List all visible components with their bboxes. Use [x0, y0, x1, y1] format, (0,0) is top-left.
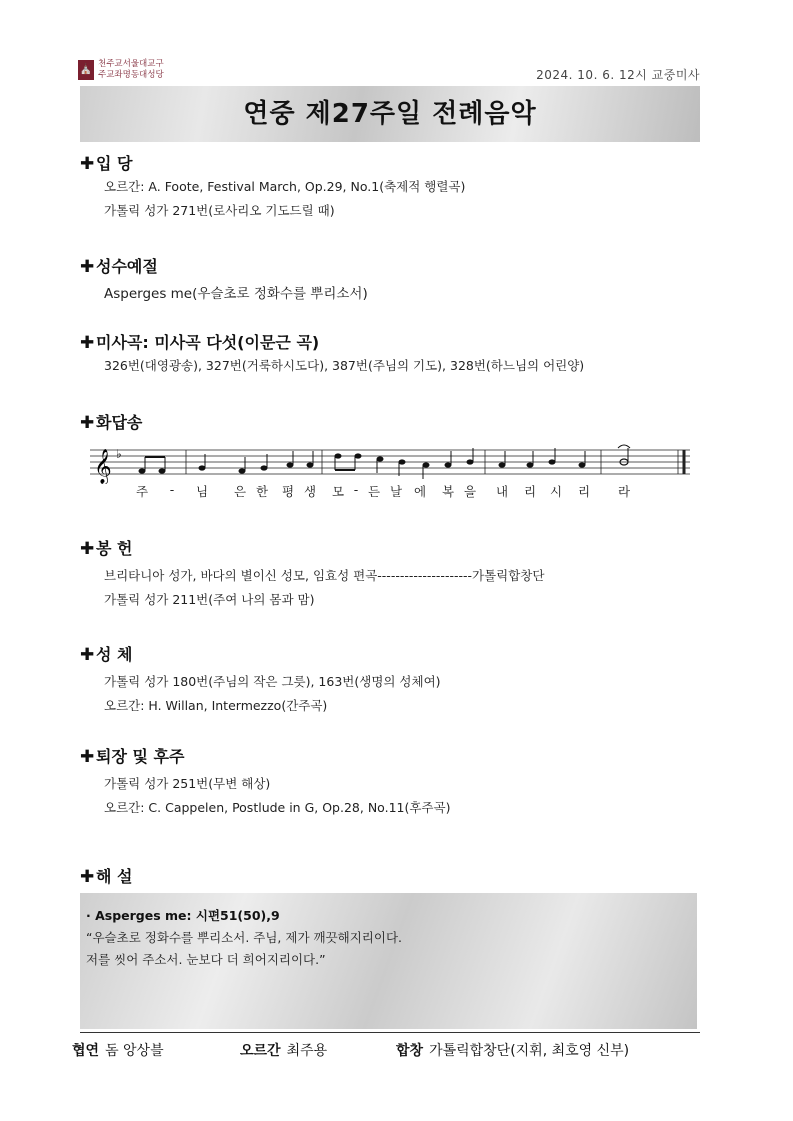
lyric-syllable: 리 [523, 484, 537, 499]
section-heading: ✚ 봉 헌 [80, 539, 133, 559]
credit-label: 합창 [396, 1043, 424, 1059]
communion-line-2: 오르간: H. Willan, Intermezzo(간주곡) [104, 698, 328, 713]
section-offertory [80, 538, 700, 612]
lyric-syllable: 내 [495, 484, 509, 499]
section-heading: ✚ 해 설 [80, 867, 133, 887]
lyric-syllable: 주 [135, 484, 149, 499]
section-asperges [80, 256, 700, 306]
credit-label: 오르간 [240, 1043, 281, 1059]
section-heading: ✚ 입 당 [80, 154, 133, 174]
lyric-syllable: 평 [281, 484, 295, 499]
credit-organ [240, 1040, 327, 1060]
credit-cooperation [72, 1040, 164, 1060]
lyric-syllable: 리 [577, 484, 591, 499]
section-heading: ✚ 성수예절 [80, 257, 158, 277]
commentary-line-1: “우슬초로 정화수를 뿌리소서. 주님, 제가 깨끗해지리이다. [86, 930, 402, 945]
section-heading: ✚ 미사곡: 미사곡 다섯(이문근 곡) [80, 333, 320, 353]
cathedral-logo-icon: ⛪ [78, 60, 94, 80]
mass-line-1: 326번(대영광송), 327번(거룩하시도다), 387번(주님의 기도), 328번(하느님의 어린양) [104, 358, 585, 373]
cross-icon: ✚ [80, 154, 95, 174]
cross-icon: ✚ [80, 333, 95, 353]
entrance-line-2: 가톨릭 성가 271번(로사리오 기도드릴 때) [104, 203, 335, 218]
section-recessional [80, 746, 700, 820]
cross-icon: ✚ [80, 867, 95, 887]
cross-icon: ✚ [80, 747, 95, 767]
lyric-syllable: 든 [367, 484, 381, 499]
org-line-2: 주교좌명동대성당 [98, 70, 164, 80]
offertory-line-1: 브리타니아 성가, 바다의 별이신 성모, 임효성 편곡---------------------가톨릭합창단 [104, 568, 545, 583]
lyric-syllable: 님 [195, 484, 209, 499]
page-header [78, 58, 700, 88]
lyric-syllable: 에 [413, 484, 427, 499]
credit-label: 협연 [72, 1043, 100, 1059]
svg-text:♭: ♭ [116, 447, 122, 461]
lyric-syllable: 은 [233, 484, 247, 499]
lyric-syllable: - [353, 482, 359, 497]
mass-date: 2024. 10. 6. 12시 교중미사 [536, 68, 700, 82]
footer-credits [72, 1040, 702, 1064]
credit-choir [396, 1040, 629, 1060]
footer-divider [80, 1032, 700, 1033]
lyric-syllable: 생 [303, 484, 317, 499]
lyric-syllable: 한 [255, 484, 269, 499]
asperges-line-1: Asperges me(우슬초로 정화수를 뿌리소서) [104, 286, 368, 302]
org-line-1: 천주교서울대교구 [98, 59, 164, 69]
cross-icon: ✚ [80, 257, 95, 277]
credit-value: 최주용 [286, 1043, 328, 1059]
lyric-syllable: 을 [463, 484, 477, 499]
psalm-lyrics [90, 482, 690, 500]
lyric-syllable: - [169, 482, 175, 497]
cross-icon: ✚ [80, 645, 95, 665]
title-banner [80, 86, 700, 142]
cross-icon: ✚ [80, 413, 95, 433]
section-heading: ✚ 퇴장 및 후주 [80, 747, 185, 767]
section-commentary [80, 866, 700, 888]
offertory-line-2: 가톨릭 성가 211번(주여 나의 몸과 맘) [104, 592, 315, 607]
section-entrance [80, 153, 700, 223]
section-heading: ✚ 화답송 [80, 413, 143, 433]
cross-icon: ✚ [80, 539, 95, 559]
lyric-syllable: 복 [441, 484, 455, 499]
psalm-music-staff [90, 444, 690, 484]
commentary-line-2: 저를 씻어 주소서. 눈보다 더 희어지리이다.” [86, 952, 326, 967]
section-mass [80, 332, 700, 378]
organization-name [98, 59, 164, 81]
lyric-syllable: 라 [617, 484, 631, 499]
section-communion [80, 644, 700, 718]
recessional-line-1: 가톨릭 성가 251번(무변 해상) [104, 776, 271, 791]
lyric-syllable: 날 [389, 484, 403, 499]
communion-line-1: 가톨릭 성가 180번(주님의 작은 그릇), 163번(생명의 성체여) [104, 674, 441, 689]
credit-value: 가톨릭합창단(지휘, 최호영 신부) [429, 1043, 630, 1059]
treble-clef-icon: 𝄞 [94, 449, 112, 484]
recessional-line-2: 오르간: C. Cappelen, Postlude in G, Op.28, No.11(후주곡) [104, 800, 451, 815]
psalm-notes [139, 453, 586, 473]
lyric-syllable: 시 [549, 484, 563, 499]
entrance-line-1: 오르간: A. Foote, Festival March, Op.29, No.1(축제적 행렬곡) [104, 179, 466, 194]
section-psalm [80, 412, 700, 434]
credit-value: 돔 앙상블 [105, 1043, 164, 1059]
page-title: 연중 제27주일 전례음악 [243, 99, 537, 129]
section-heading: ✚ 성 체 [80, 645, 133, 665]
lyric-syllable: 모 [331, 484, 345, 499]
commentary-box [80, 893, 697, 1029]
commentary-heading: · Asperges me: 시편51(50),9 [86, 908, 280, 923]
